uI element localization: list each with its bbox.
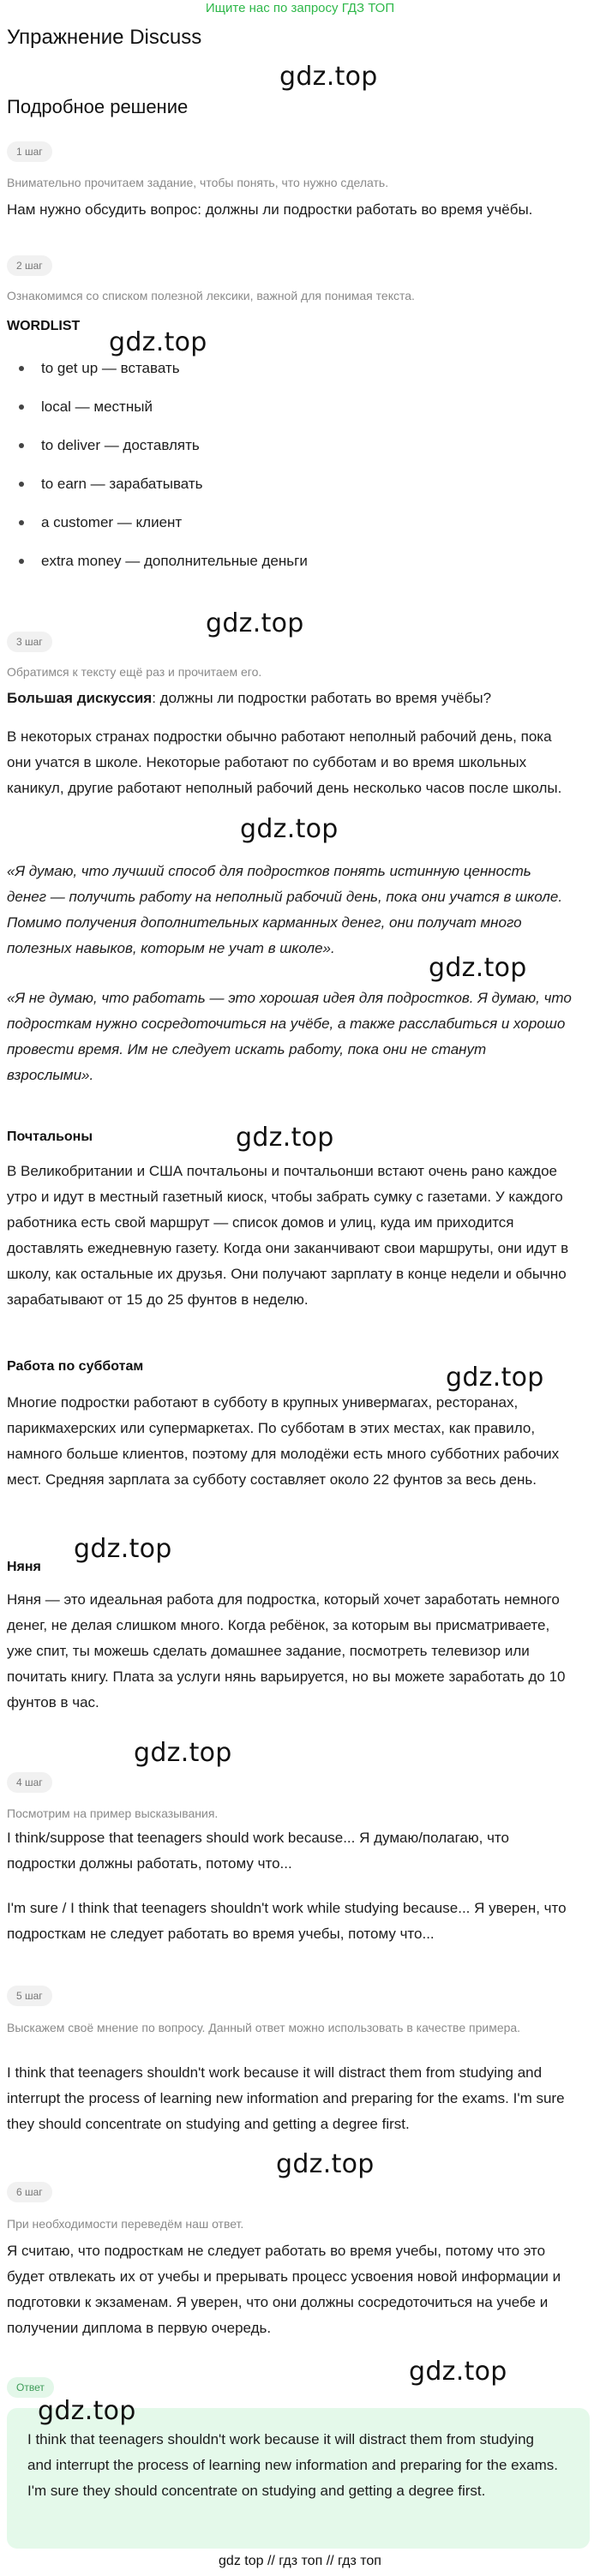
watermark: gdz.top xyxy=(446,1363,544,1393)
bullet-icon xyxy=(19,559,24,564)
step-badge-3: 3 шаг xyxy=(7,632,52,652)
step-badge-6: 6 шаг xyxy=(7,2182,52,2202)
step-1-hint: Внимательно прочитаем задание, чтобы понять, что нужно сделать. xyxy=(7,176,389,189)
list-item: local — местный xyxy=(19,397,308,435)
wordlist-heading: WORDLIST xyxy=(7,319,81,333)
watermark: gdz.top xyxy=(429,953,527,983)
step-4-hint: Посмотрим на пример высказывания. xyxy=(7,1806,219,1820)
step-2-hint: Ознакомимся со списком полезной лексики, важной для понимая текста. xyxy=(7,289,415,303)
bullet-icon xyxy=(19,404,24,410)
step-1-text: Нам нужно обсудить вопрос: должны ли подростки работать во время учёбы. xyxy=(7,201,533,218)
bullet-icon xyxy=(19,482,24,487)
watermark: gdz.top xyxy=(279,62,378,92)
bullet-icon xyxy=(19,366,24,371)
step-badge-2: 2 шаг xyxy=(7,255,52,276)
intro-paragraph: В некоторых странах подростки обычно работают неполный рабочий день, пока они учатся в школе. Некоторые работают по субботам и во время школьных каникул, другие работают неполный рабочий день несколько часов после школы. xyxy=(7,728,562,796)
step-3-hint: Обратимся к тексту ещё раз и прочитаем его. xyxy=(7,665,262,679)
list-item: to deliver — доставлять xyxy=(19,435,308,474)
watermark: gdz.top xyxy=(109,327,207,357)
answer-box xyxy=(7,2408,590,2549)
list-item: a customer — клиент xyxy=(19,512,308,551)
list-item: to get up — вставать xyxy=(19,358,308,397)
step-5-hint: Выскажем своё мнение по вопросу. Данный ответ можно использовать в качестве примера. xyxy=(7,2021,521,2034)
footer-links[interactable]: gdz top // гдз топ // гдз топ xyxy=(219,2554,381,2568)
solution-heading: Подробное решение xyxy=(7,96,189,117)
answer-text: I think that teenagers shouldn't work because it will distract them from studying and interrupt the process of learning new information and preparing for the exams. I'm sure they should concentrate on studying and getting a degree first. xyxy=(27,2431,558,2499)
watermark: gdz.top xyxy=(206,608,304,638)
page-title: Упражнение Discuss xyxy=(7,26,202,49)
step-4-example-1: I think/suppose that teenagers should work because... Я думаю/полагаю, что подростки должны работать, потому что... xyxy=(7,1830,509,1872)
step-6-hint: При необходимости переведём наш ответ. xyxy=(7,2217,244,2231)
big-discussion-line: Большая дискуссия: должны ли подростки работать во время учёбы? xyxy=(7,690,492,706)
list-item: extra money — дополнительные деньги xyxy=(19,551,308,590)
heading-nanny: Няня xyxy=(7,1560,41,1574)
wordlist xyxy=(19,358,308,590)
bullet-icon xyxy=(19,443,24,448)
step-6-translation: Я считаю, что подросткам не следует работать во время учебы, потому что это будет отвлекать их от учебы и прерывать процесс усвоения новой информации и подготовки к экзаменам. Я уверен, что они должны сосредоточиться на учебе и получении диплома в первую очередь. xyxy=(7,2243,561,2336)
watermark: gdz.top xyxy=(409,2357,507,2387)
heading-postmen: Почтальоны xyxy=(7,1129,93,1144)
step-badge-5: 5 шаг xyxy=(7,1986,52,2006)
opinion-quote-2: «Я не думаю, что работать — это хорошая идея для подростков. Я думаю, что подросткам нужно сосредоточиться на учёбе, а также расслабиться и хорошо провести время. Им не следует искать работу, пока они не станут взрослыми». xyxy=(7,990,572,1083)
step-badge-1: 1 шаг xyxy=(7,141,52,162)
list-item: to earn — зарабатывать xyxy=(19,474,308,512)
answer-badge: Ответ xyxy=(7,2377,54,2398)
postmen-paragraph: В Великобритании и США почтальоны и почтальонши встают очень рано каждое утро и идут в местный газетный киоск, чтобы забрать сумку с газетами. У каждого работника есть свой маршрут — список домов и улиц, куда им приходится доставлять ежедневную газету. Когда они заканчивают свои маршруты, они идут в школу, как остальные их друзья. Они получают зарплату в конце недели и обычно зарабатывают от 15 до 25 фунтов в неделю. xyxy=(7,1163,569,1308)
step-badge-4: 4 шаг xyxy=(7,1772,52,1793)
watermark: gdz.top xyxy=(276,2149,375,2179)
watermark: gdz.top xyxy=(38,2396,136,2426)
watermark: gdz.top xyxy=(134,1738,232,1768)
watermark: gdz.top xyxy=(240,814,339,844)
opinion-quote-1: «Я думаю, что лучший способ для подростков понять истинную ценность денег — получить работу на неполный рабочий день, пока они учатся в школе. Помимо получения дополнительных карманных денег, они получат много полезных навыков, которым не учат в школе». xyxy=(7,863,563,956)
heading-saturday-work: Работа по субботам xyxy=(7,1359,144,1374)
step-4-example-2: I'm sure / I think that teenagers shouldn't work while studying because... Я уверен, что подросткам не следует работать во время учебы, потому что... xyxy=(7,1900,567,1942)
step-5-opinion: I think that teenagers shouldn't work because it will distract them from studying and interrupt the process of learning new information and preparing for the exams. I'm sure they should concentrate on studying and getting a degree first. xyxy=(7,2064,565,2132)
watermark: gdz.top xyxy=(74,1534,172,1564)
search-banner[interactable]: Ищите нас по запросу ГДЗ ТОП xyxy=(205,1,395,15)
nanny-paragraph: Няня — это идеальная работа для подростка, который хочет заработать немного денег, не делая слишком много. Когда ребёнок, за которым вы присматриваете, уже спит, ты можешь сделать домашнее задание, посмотреть телевизор или почитать книгу. Плата за услуги нянь варьируется, но вы можете заработать до 10 фунтов в час. xyxy=(7,1591,566,1710)
watermark: gdz.top xyxy=(236,1123,334,1153)
saturday-work-paragraph: Многие подростки работают в субботу в крупных универмагах, ресторанах, парикмахерских или супермаркетах. По субботам в этих местах, как правило, намного больше клиентов, поэтому для молодёжи есть много субботних рабочих мест. Средняя зарплата за субботу составляет около 22 фунтов за весь день. xyxy=(7,1394,560,1488)
bullet-icon xyxy=(19,520,24,525)
